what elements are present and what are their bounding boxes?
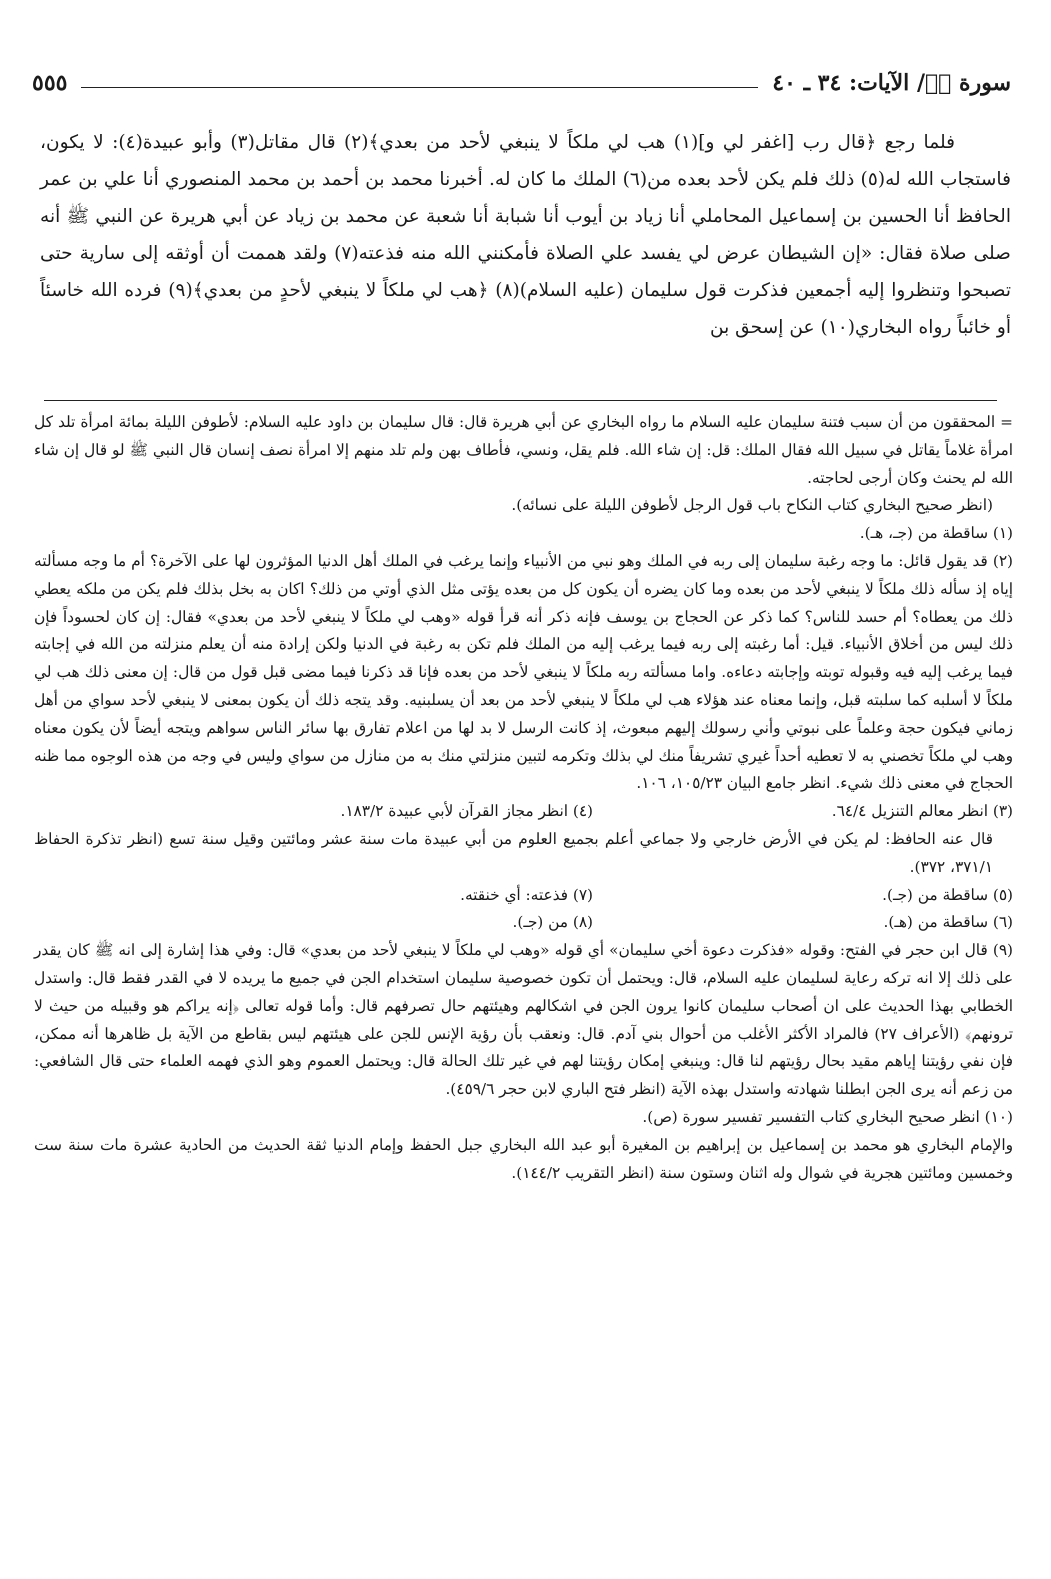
footnote-8: (٨) من (جـ). xyxy=(512,913,593,932)
footnote-row-3-4 xyxy=(34,798,1013,826)
footnote-row-6-8 xyxy=(34,909,1013,937)
footnote-10-continuation: والإمام البخاري هو محمد بن إسماعيل بن إبراهيم بن المغيرة أبو عبد الله البخاري جبل الحفظ وإمام الدنيا ثقة الحديث من الحادية عشرة مات سنة ست وخمسين ومائتين هجرية في شوال وله اثنان وستون سنة (انظر التقريب ١٤٤/٢). xyxy=(34,1135,1013,1182)
footnote-4-continuation: قال عنه الحافظ: لم يكن في الأرض خارجي ولا جماعي أعلم بجميع العلوم من أبي عبيدة مات سنة عشر ومائتين وقيل سنة تسع (انظر تذكرة الحفاظ ٣٧١/١، ٣٧٢). xyxy=(34,829,993,876)
page-number: ٥٥٥ xyxy=(32,70,68,96)
footnote-separator xyxy=(44,400,997,401)
footnotes xyxy=(34,409,1013,1187)
footnote-10: (١٠) انظر صحيح البخاري كتاب التفسير تفسير سورة (ص). xyxy=(642,1107,1013,1126)
footnote-3: (٣) انظر معالم التنزيل ٦٤/٤. xyxy=(831,802,1013,821)
footnote-continuation: = المحققون من أن سبب فتنة سليمان عليه السلام ما رواه البخاري عن أبي هريرة قال: قال سليمان بن داود عليه السلام: لأطوفن الليلة بمائة امرأة تلد كل امرأة غلاماً يقاتل في سبيل الله فقال الملك: قل: إن شاء الله. فلم يقل، ونسي، فأطاف بهن ولم تلد منهم إلا امرأة نصف إنسان قال النبي ﷺ لو قال إن شاء الله لم يحنث وكان أرجى لحاجته. xyxy=(34,413,1013,487)
footnote-row-5-7 xyxy=(34,882,1013,910)
footnote-continuation-reference: (انظر صحيح البخاري كتاب النكاح باب قول الرجل لأطوفن الليلة على نسائه). xyxy=(511,496,993,515)
running-header xyxy=(32,66,1011,100)
footnote-4: (٤) انظر مجاز القرآن لأبي عبيدة ١٨٣/٢. xyxy=(340,802,593,821)
footnote-5: (٥) ساقطة من (جـ). xyxy=(882,885,1013,904)
main-paragraph: فلما رجع ﴿قال رب [اغفر لي و](١) هب لي ملكاً لا ينبغي لأحد من بعدي﴾(٢) قال مقاتل(٣) وأبو عبيدة(٤): لا يكون، فاستجاب الله له(٥) ذلك فلم يكن لأحد بعده من(٦) الملك ما كان له. أخبرنا محمد بن أحمد بن محمد المنصوري أنا علي بن عمر الحافظ أنا الحسين بن إسماعيل المحاملي أنا زياد بن أيوب أنا شبابة أنا شعبة عن محمد بن زياد عن أبي هريرة عن النبي ﷺ أنه صلى صلاة فقال: «إن الشيطان عرض لي يفسد علي الصلاة فأمكنني الله منه فذعته(٧) ولقد هممت أن أوثقه إلى سارية حتى تصبحوا وتنظروا إليه أجمعين فذكرت قول سليمان (عليه السلام)(٨) ﴿هب لي ملكاً لا ينبغي لأحدٍ من بعدي﴾(٩) فرده الله خاسئاً أو خائباً رواه البخاري(١٠) عن إسحق بن xyxy=(40,132,1011,338)
footnote-1: (١) ساقطة من (جـ، هـ). xyxy=(859,524,1013,543)
footnote-9: (٩) قال ابن حجر في الفتح: وقوله «فذكرت دعوة أخي سليمان» أي قوله «وهب لي ملكاً لا ينبغي لأحد من بعدي» قال: وفي هذا إشارة إلى انه ﷺ كان يقدر على ذلك إلا انه تركه رعاية لسليمان عليه السلام، قال: ويحتمل أن تكون خصوصية سليمان استخدام الجن في جميع ما يريده لا في القدر فقط قال: واستدل الخطابي بهذا الحديث على ان أصحاب سليمان كانوا يرون الجن في اشكالهم وهيئتهم حال تصرفهم قال: وأما قوله تعالى ﴿إنه يراكم هو وقبيله من حيث لا ترونهم﴾ (الأعراف ٢٧) فالمراد الأكثر الأغلب من أحوال بني آدم. قال: ونعقب بأن رؤية الإنس للجن على هيئتهم ليس بقاطع من الآية بل ظاهرها أنه ممكن، فإن نفي رؤيتنا إياهم مقيد بحال رؤيتهم لنا قال: وينبغي إمكان رؤيتنا لهم في غير تلك الحالة قال: ويحتمل العموم وهو الذي فهمه العلماء حتى قال الشافعي: من زعم أنه يرى الجن ابطلنا شهادته واستدل بهذه الآية (انظر فتح الباري لابن حجر ٤٥٩/٦). xyxy=(34,941,1013,1099)
header-rule xyxy=(81,87,758,88)
main-text xyxy=(40,124,1011,346)
footnote-2: (٢) قد يقول قائل: ما وجه رغبة سليمان إلى ربه في الملك وهو نبي من الأنبياء وإنما يرغب في الملك أهل الدنيا المؤثرون لها على الآخرة؟ أم ما وجه مسألته إياه إذ سأله ذلك ملكاً لا ينبغي لأحد من بعده وما كان يضره أن يكون كل من بعده يؤتى مثل الذي أوتي من ذلك؟ اكان به بخل بذلك فلم يكن من ملكه يعطي ذلك من يعطاه؟ أم حسد للناس؟ كما ذكر عن الحجاج بن يوسف فإنه ذكر أنه قرأ قوله «وهب لي ملكاً لا ينبغي لأحد من بعدي» فقال: إن كان لحسوداً فإن ذلك ليس من أخلاق الأنبياء. قيل: أما رغبته إلى ربه فيما يرغب إليه من الملك فلم تكن به رغبة في الدنيا ولكن إرادة منه أن يعلم منزلته من الله في إجابته فيما يرغب إليه فيه وقبوله توبته وإجابته دعاءه. واما مسألته ربه ملكاً لا ينبغي لأحد من بعده فإنا قد ذكرنا فيما مضى قبل قول من قال: إن معنى ذلك هب لي ملكاً لا أسلبه كما سلبته قبل، وإنما معناه عند هؤلاء هب لي ملكاً لا ينبغي لأحد من بعد أن يسلبنيه. وقد يتجه ذلك أن يكون بمعنى لا ينبغي لأحد سواي من أهل زماني فيكون حجة وعلماً على نبوتي وأني رسولك إليهم مبعوث، إذ كانت الرسل لا بد لها من اعلام تفارق بها سائر الناس سواهم ويتجه أيضاً لأن يكون معناه وهب لي ملكاً تخصني به لا تعطيه أحداً غيري تشريفاً منك لي بذلك وتكرمه لتبين منزلتي منك به من منازل من سواي وليس في وجه من هذه الوجوه مما ظنه الحجاج في معنى ذلك شيء. انظر جامع البيان ١٠٥/٢٣، ١٠٦. xyxy=(34,551,1013,793)
footnote-6: (٦) ساقطة من (هـ). xyxy=(883,913,1013,932)
surah-title: سورة صۤ/ الآيات: ٣٤ ـ ٤٠ xyxy=(772,70,1011,96)
footnote-7: (٧) فذعته: أي خنقته. xyxy=(460,885,593,904)
